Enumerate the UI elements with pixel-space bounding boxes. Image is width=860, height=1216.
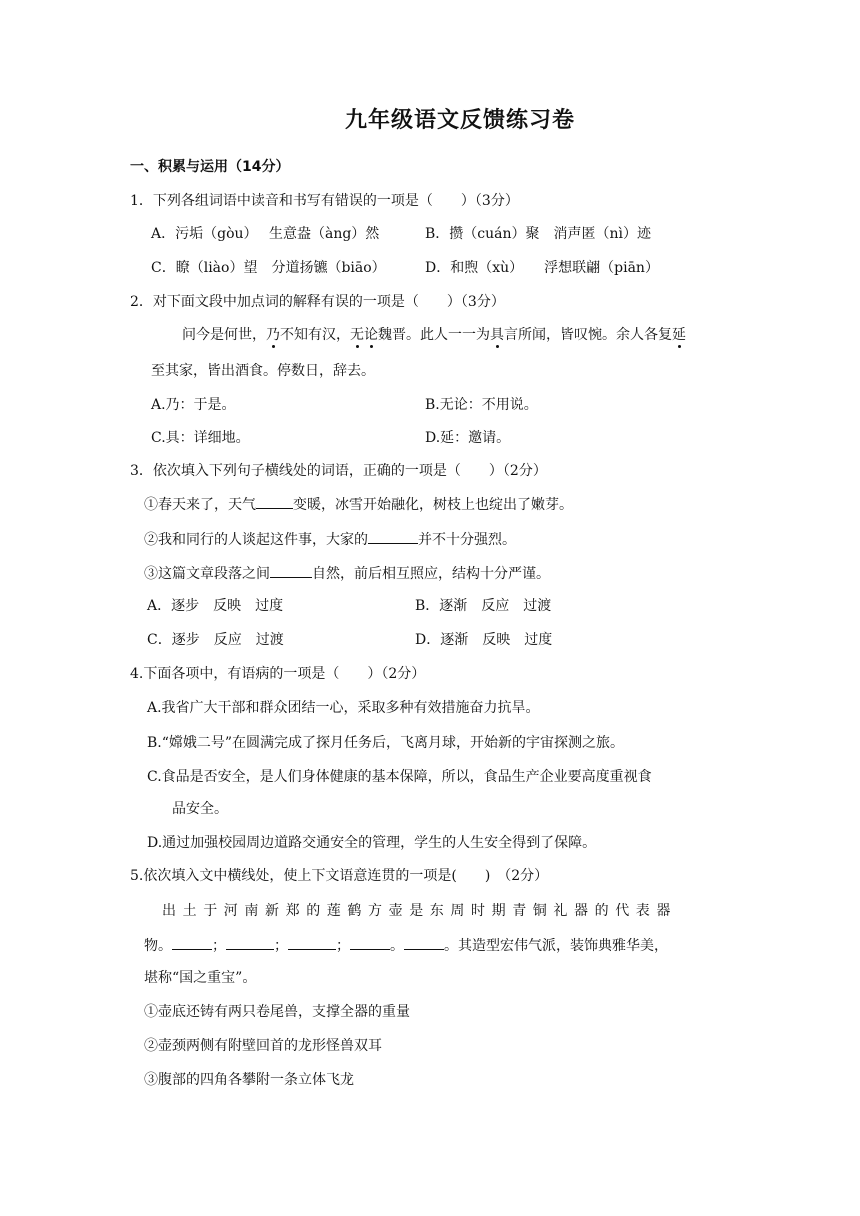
q2-option-d: D.延：邀请。 [425, 430, 511, 446]
q1-option-d: D．和煦（xù） 浮想联翩（piān） [425, 260, 659, 276]
dotted-word-wu: 无 [350, 327, 364, 343]
q3-sentence-3: ③这篇文章段落之间 自然，前后相互照应，结构十分严谨。 [144, 563, 550, 583]
fill-blank [350, 935, 390, 950]
q4-option-b: B.“嫦娥二号”在圆满完成了探月任务后，飞离月球，开始新的宇宙探测之旅。 [147, 735, 625, 751]
q2-option-b: B.无论：不用说。 [425, 397, 538, 413]
q2-passage-line-2: 至其家，皆出酒食。停数日，辞去。 [151, 363, 375, 379]
q3-option-d: D．逐渐 反映 过度 [415, 632, 553, 648]
q5-stem: 5.依次填入文中横线处，使上下文语意连贯的一项是( ) （2分） [130, 868, 549, 884]
q5-passage-line-3: 堪称“国之重宝”。 [144, 970, 257, 986]
q5-item-1: ①壶底还铸有两只卷尾兽，支撑全器的重量 [144, 1004, 410, 1020]
fill-blank [270, 563, 312, 578]
q2-passage-line-1: 问今是何世，乃不知有汉，无论魏晋。此人一一为具言所闻，皆叹惋。余人各复延 [182, 327, 686, 343]
q2-option-c: C.具：详细地。 [151, 430, 250, 446]
q3-option-a: A．逐步 反映 过度 [147, 598, 284, 614]
q4-option-c-line-2: 品安全。 [172, 801, 228, 817]
fill-blank [404, 935, 444, 950]
q3-option-c: C．逐步 反应 过渡 [147, 632, 284, 648]
q5-item-3: ③腹部的四角各攀附一条立体飞龙 [144, 1072, 354, 1088]
dotted-word-lun: 论 [364, 327, 378, 343]
q5-passage-line-2: 物。 ； ； ； 。 。其造型宏伟气派，装饰典雅华美， [144, 935, 668, 955]
exam-title: 九年级语文反馈练习卷 [344, 108, 575, 133]
q1-option-c: C．瞭（liào）望 分道扬镳（biāo） [151, 260, 386, 276]
q3-sentence-2: ②我和同行的人谈起这件事，大家的 并不十分强烈。 [144, 529, 516, 549]
q1-stem: 1．下列各组词语中读音和书写有错误的一项是（ ）（3分） [130, 193, 519, 209]
fill-blank [368, 529, 418, 544]
dotted-word-ju: 具 [490, 327, 504, 343]
q4-option-c-line-1: C.食品是否安全，是人们身体健康的基本保障，所以，食品生产企业要高度重视食 [147, 769, 652, 785]
fill-blank [226, 935, 274, 950]
q1-option-a: A．污垢（gòu） 生意盎（àng）然 [151, 226, 380, 242]
q4-option-d: D.通过加强校园周边道路交通安全的管理，学生的人生安全得到了保障。 [147, 835, 597, 851]
q3-sentence-1: ①春天来了，天气 变暖，冰雪开始融化，树枝上也绽出了嫩芽。 [144, 494, 573, 514]
q5-passage-line-1: 出土于河南新郑的莲鹤方壶是东周时期青铜礼器的代表器 [162, 903, 677, 919]
fill-blank [288, 935, 336, 950]
q5-item-2: ②壶颈两侧有附壁回首的龙形怪兽双耳 [144, 1038, 382, 1054]
dotted-word-yan: 延 [672, 327, 686, 343]
fill-blank [172, 935, 212, 950]
q3-stem: 3．依次填入下列句子横线处的词语，正确的一项是（ ）（2分） [130, 463, 547, 479]
fill-blank [256, 494, 293, 509]
q4-option-a: A.我省广大干部和群众团结一心，采取多种有效措施奋力抗旱。 [147, 700, 540, 716]
q1-option-b: B．攒（cuán）聚 消声匿（nì）迹 [425, 226, 652, 242]
section-heading: 一、积累与运用（14分） [130, 159, 290, 175]
dotted-word-nai: 乃 [266, 327, 280, 343]
q2-option-a: A.乃：于是。 [151, 397, 236, 413]
q2-stem: 2．对下面文段中加点词的解释有误的一项是（ ）（3分） [130, 294, 505, 310]
q3-option-b: B．逐渐 反应 过渡 [415, 598, 552, 614]
q4-stem: 4.下面各项中，有语病的一项是（ ）（2分） [130, 666, 426, 682]
